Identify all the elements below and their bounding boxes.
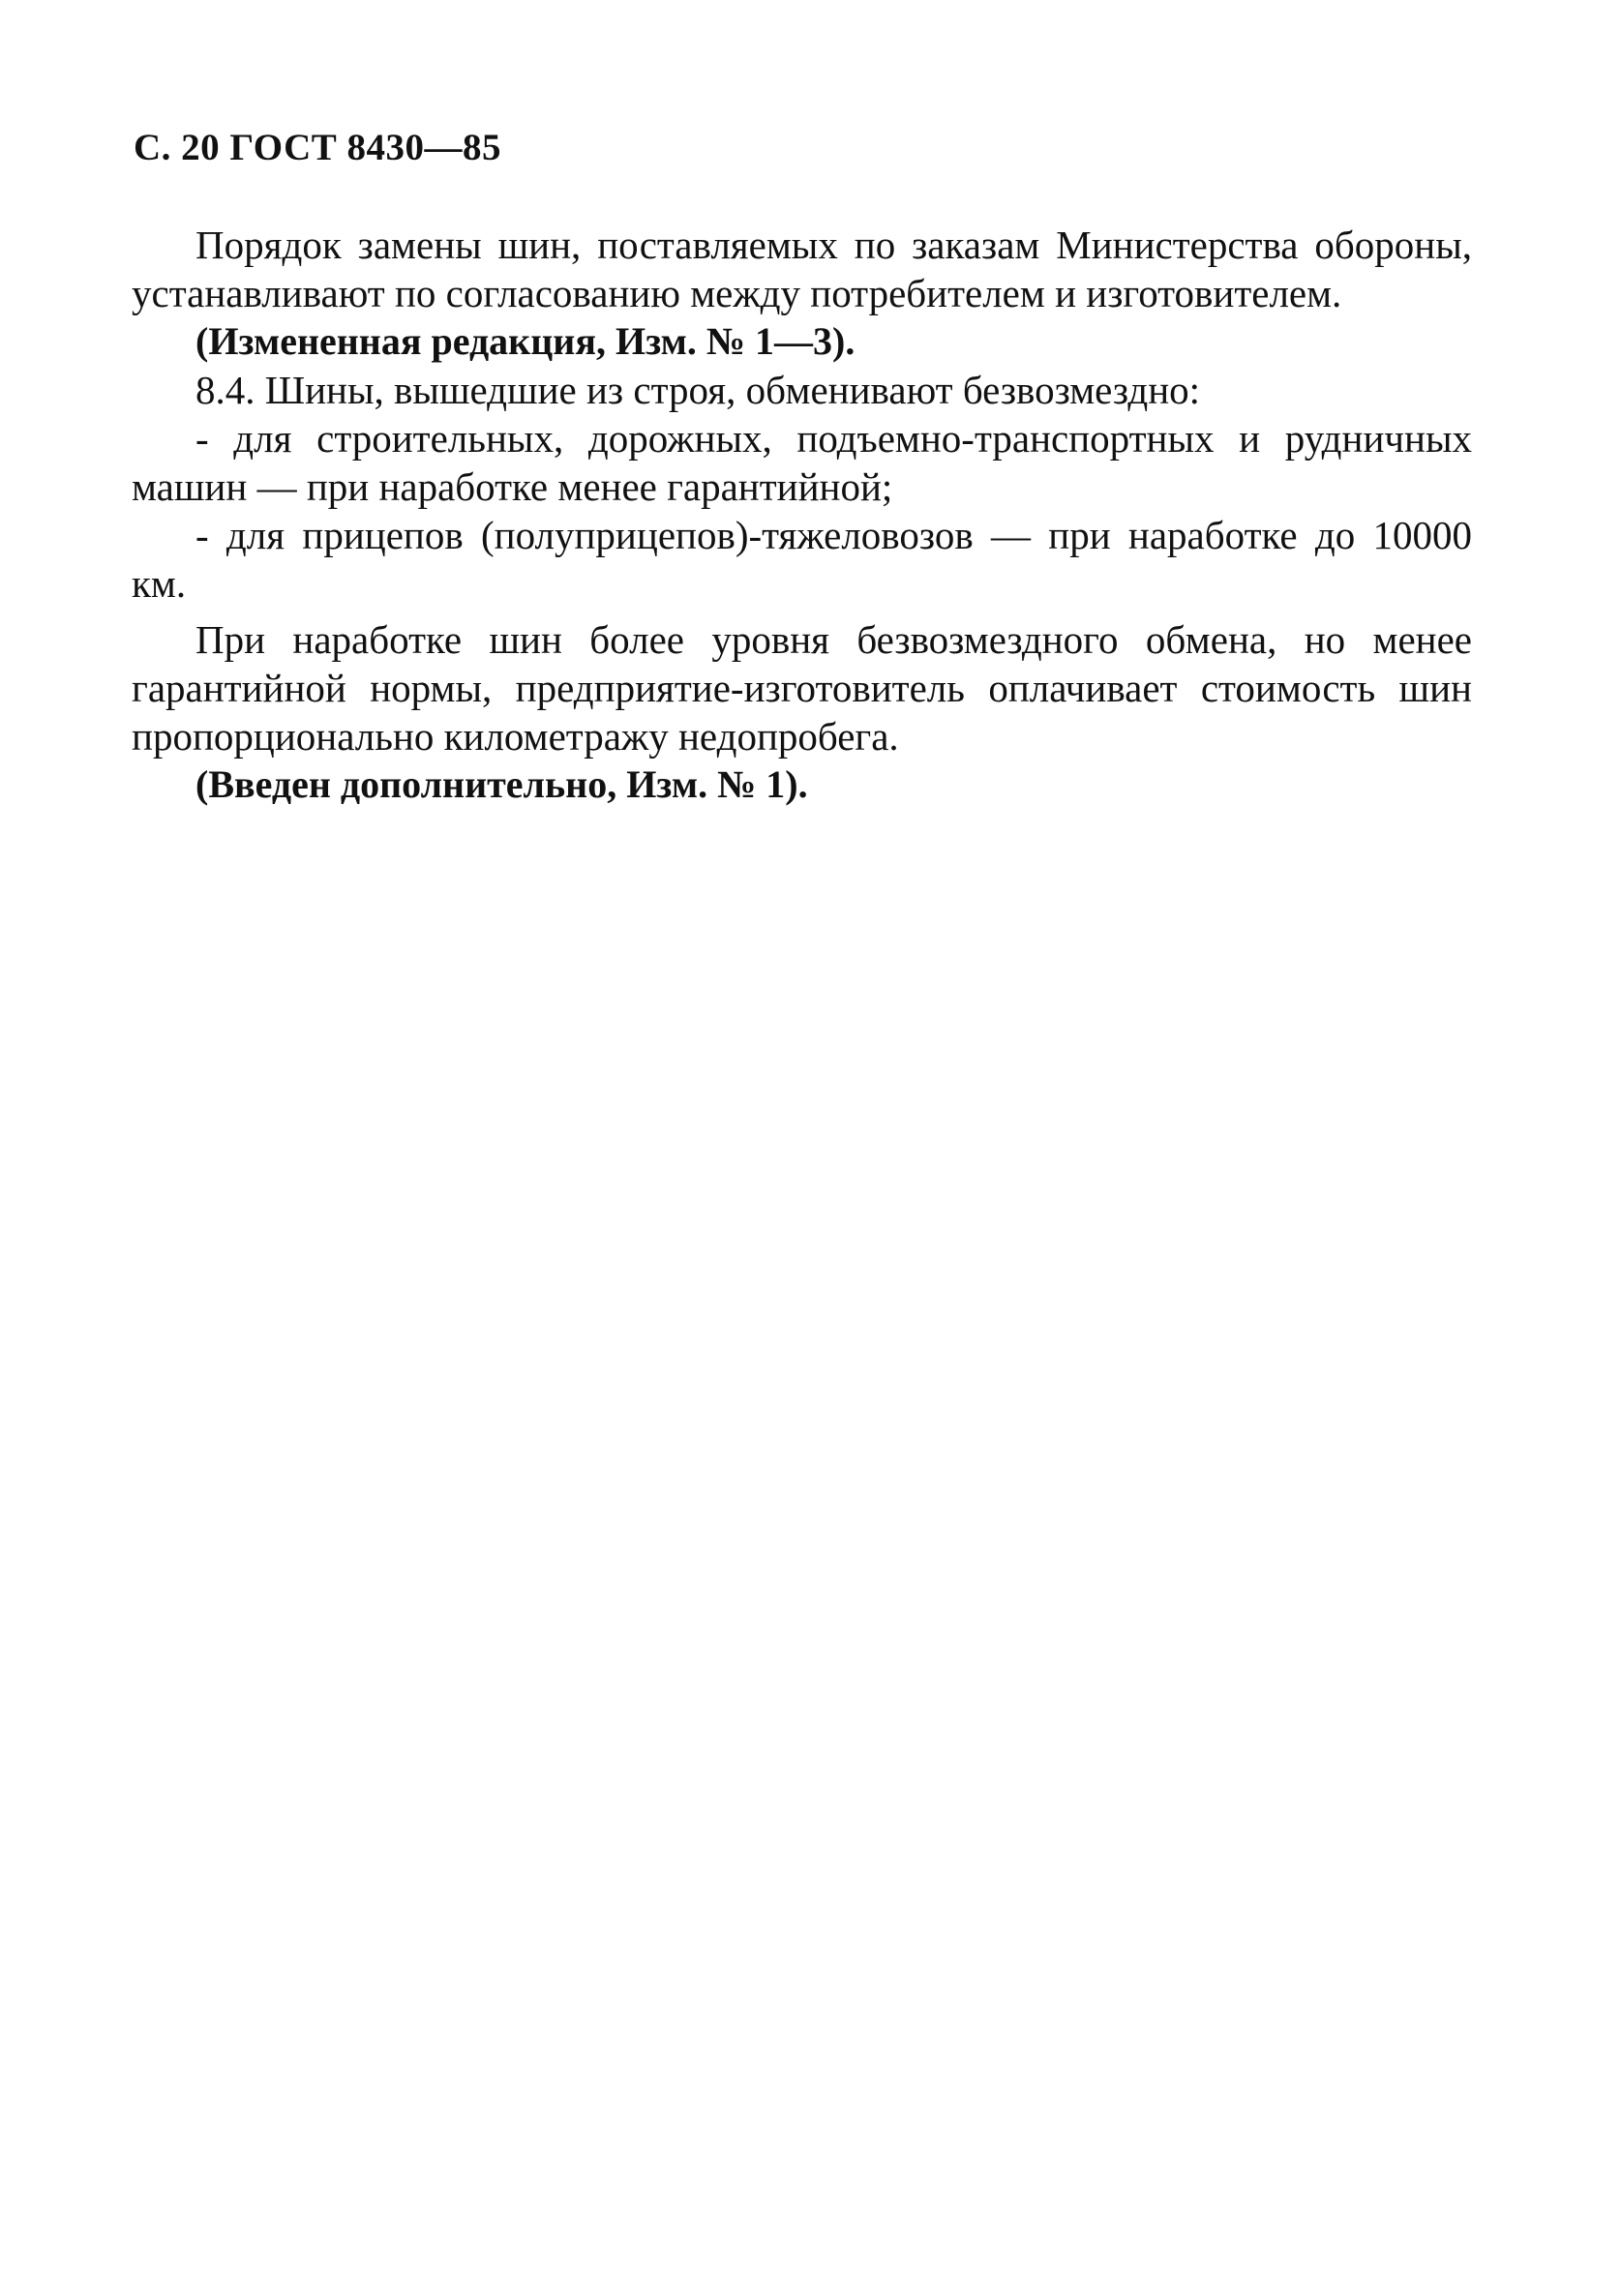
amendment-note-1: (Введен дополнительно, Изм. № 1). [195, 762, 808, 806]
document-body [132, 221, 1472, 809]
paragraph-tire-replacement-order: Порядок замены шин, поставляемых по заказам Министерства обороны, устанавливают по согласованию между потребителем и изготовителем. [132, 223, 1472, 315]
list-item-trailers: - для прицепов (полуприцепов)-тяжеловозов — при наработке до 10000 км. [132, 513, 1472, 606]
list-item-construction-machines: - для строительных, дорожных, подъемно-транспортных и рудничных машин — при наработке менее гарантийной; [132, 416, 1472, 509]
clause-8-4: 8.4. Шины, вышедшие из строя, обменивают безвозмездно: [195, 368, 1201, 412]
paragraph-compensation: При наработке шин более уровня безвозмездного обмена, но менее гарантийной нормы, предприятие-изготовитель оплачивает стоимость шин пропорционально километражу недопробега. [132, 617, 1472, 759]
amendment-note-1-3: (Измененная редакция, Изм. № 1—3). [195, 319, 856, 363]
page-header: С. 20 ГОСТ 8430—85 [134, 127, 501, 168]
